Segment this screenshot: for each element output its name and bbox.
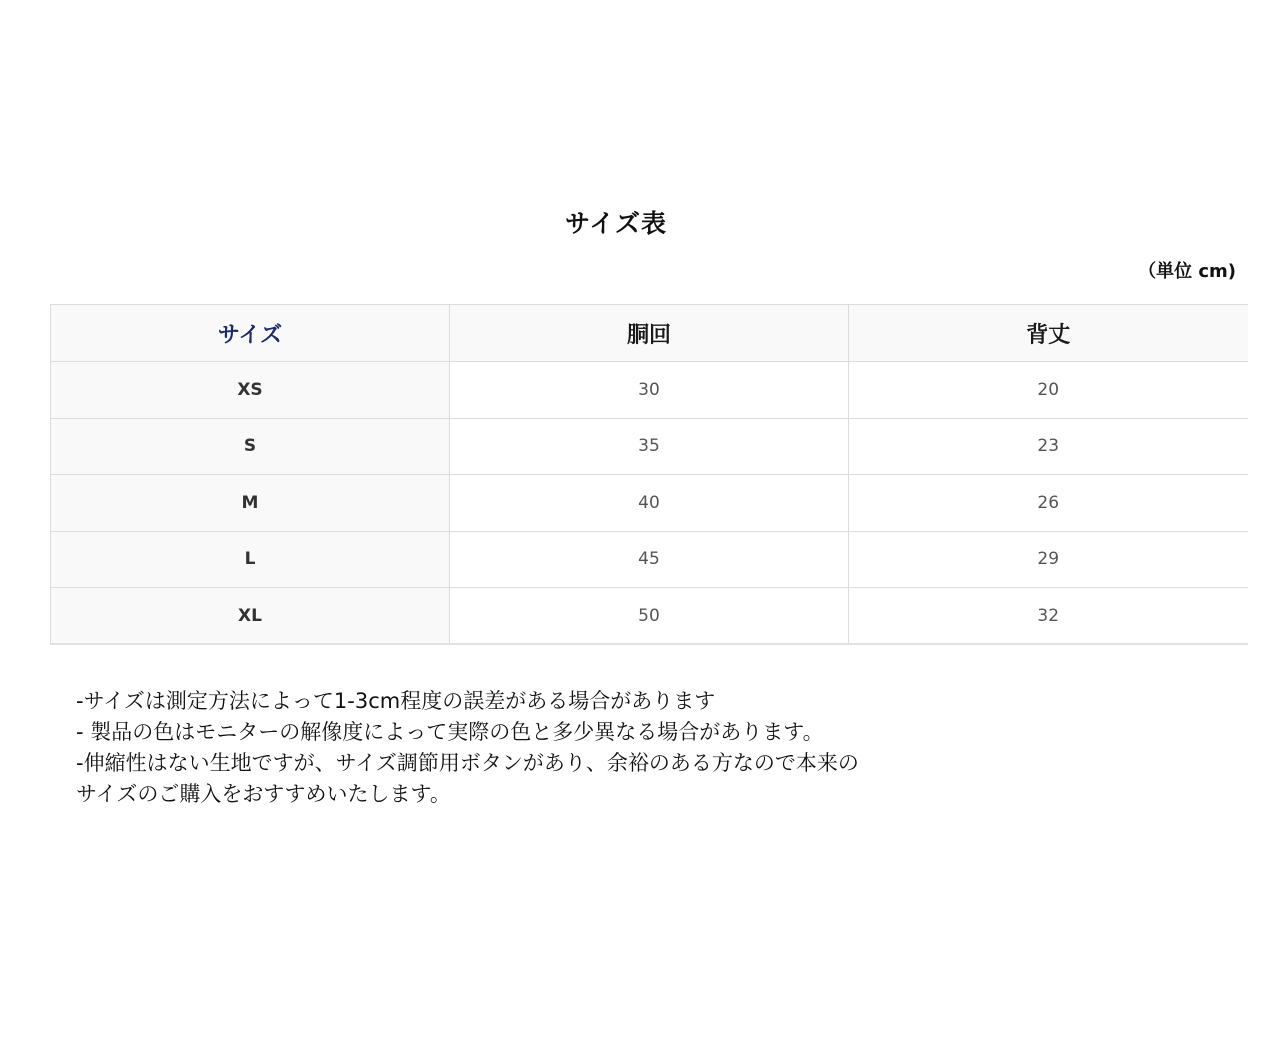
- note-line: - 製品の色はモニターの解像度によって実際の色と多少異なる場合があります。: [76, 720, 824, 744]
- table-row: [51, 418, 1248, 475]
- table-row: [51, 362, 1248, 419]
- note-line: サイズのご購入をおすすめいたします。: [76, 782, 451, 806]
- length-cell: 32: [849, 588, 1248, 645]
- size-cell: M: [51, 475, 450, 532]
- waist-cell: 50: [450, 588, 849, 645]
- length-cell: 20: [849, 362, 1248, 419]
- note-line: -伸縮性はない生地ですが、サイズ調節用ボタンがあり、余裕のある方なので本来の: [76, 751, 859, 775]
- length-cell: 29: [849, 531, 1248, 588]
- size-table: [50, 304, 1248, 645]
- size-cell: XL: [51, 588, 450, 645]
- waist-cell: 30: [450, 362, 849, 419]
- table-header-row: [51, 305, 1248, 362]
- notes-block: [76, 686, 976, 810]
- table-row: [51, 588, 1248, 645]
- page-title: サイズ表: [564, 209, 667, 238]
- length-cell: 23: [849, 418, 1248, 475]
- size-cell: S: [51, 418, 450, 475]
- header-waist: 胴回: [450, 305, 849, 362]
- table-row: [51, 531, 1248, 588]
- header-size: サイズ: [51, 305, 450, 362]
- table-row: [51, 475, 1248, 532]
- size-cell: XS: [51, 362, 450, 419]
- header-length: 背丈: [849, 305, 1248, 362]
- waist-cell: 35: [450, 418, 849, 475]
- waist-cell: 40: [450, 475, 849, 532]
- waist-cell: 45: [450, 531, 849, 588]
- note-line: -サイズは測定方法によって1-3cm程度の誤差がある場合があります: [76, 689, 716, 713]
- unit-note: （単位 cm): [1138, 261, 1236, 282]
- length-cell: 26: [849, 475, 1248, 532]
- size-cell: L: [51, 531, 450, 588]
